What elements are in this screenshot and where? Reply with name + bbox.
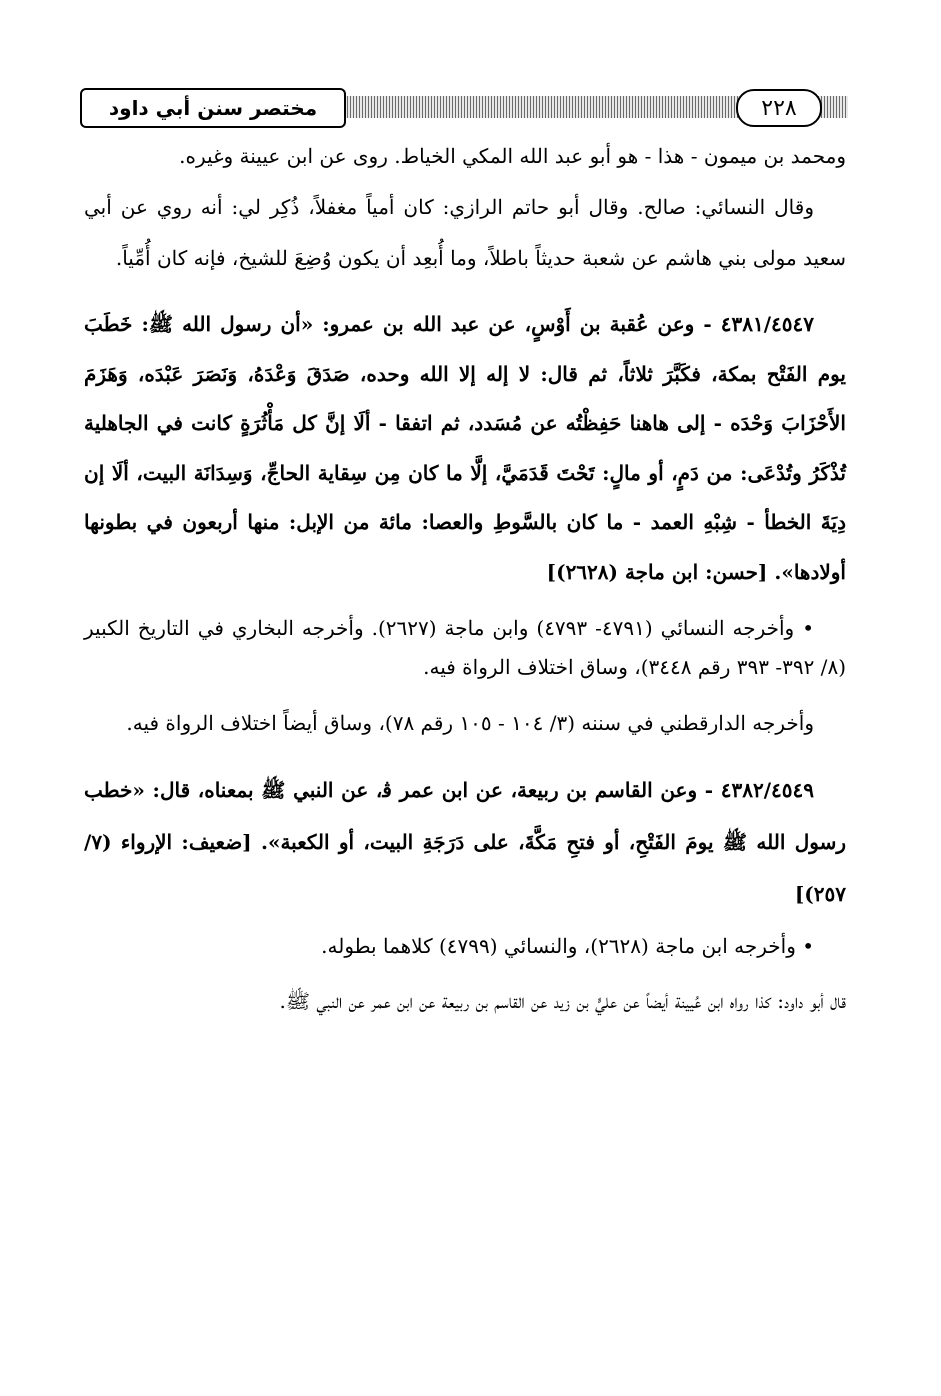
book-title: مختصر سنن أبي داود [80,88,346,128]
daraqutni-note: وأخرجه الدارقطني في سننه (٣/ ١٠٤ - ١٠٥ رقم ٧٨)، وساق أيضاً اختلاف الرواة فيه. [126,711,814,735]
hadith-4549: ٤٣٨٢/٤٥٤٩ - وعن القاسم بن ربيعة، عن ابن عمر ﭬ، عن النبي ﷺ بمعناه، قال: «خطب رسول الله ﷺ يومَ الفَتْحِ، أو فتحِ مَكَّةَ، على دَرَجَةِ البيت، أو الكعبة». [ضعيف: الإرواء (٧/ ٢٥٧)] [84,778,846,906]
abu-dawud-note: قال أبو داود: كذا رواه ابن عُيينة أيضاً عن عليٍّ بن زيد عن القاسم بن ربيعة عن ابن عمر عن النبي ﷺ. [279,989,846,1013]
hadith-4547: ٤٣٨١/٤٥٤٧ - وعن عُقبة بن أَوْسٍ، عن عبد الله بن عمرو: «أن رسول الله ﷺ: خَطَبَ يوم الفَتْح بمكة، فكَبَّرَ ثلاثاً، ثم قال: لا إله إلا الله وحده، صَدَقَ وَعْدَهُ، وَنَصَرَ عَبْدَه، وَهَزَمَ الأَحْزَابَ وَحْدَه - إلى هاهنا حَفِظْتُه عن مُسَدد، ثم اتفقا - ألَا إنَّ كل مَأْثُرَةٍ كانت في الجاهلية تُذْكَرُ وتُدْعَى: من دَمٍ، أو مالٍ: تَحْتَ قَدَمَيَّ، إلَّا ما كان مِن سِقاية الحاجِّ، وَسِدَانَة البيت، ألَا إن دِيَةَ الخطأ - شِبْهِ العمد - ما كان بالسَّوطِ والعصا: مائة من الإبل: منها أربعون في بطونها أولادها». [حسن: ابن ماجة (٢٦٢٨)] [84,312,846,584]
paragraph-narrator-note: ومحمد بن ميمون - هذا - هو أبو عبد الله المكي الخياط. روى عن ابن عيينة وغيره. [179,144,846,168]
page-header [80,86,848,128]
paragraph-nasai-note: وقال النسائي: صالح. وقال أبو حاتم الرازي: كان أمياً مغفلاً، ذُكِر لي: أنه روي عن أبي سعيد مولى بني هاشم عن شعبة حديثاً باطلاً، وما أُبعِد أن يكون وُضِعَ للشيخ، فإنه كان أُمِّياً. [84,195,846,270]
takhrij-4549: • وأخرجه ابن ماجة (٢٦٢٨)، والنسائي (٤٧٩٩) كلاهما بطوله. [321,934,814,958]
takhrij-4547: • وأخرجه النسائي (٤٧٩١- ٤٧٩٣) وابن ماجة (٢٦٢٧). وأخرجه البخاري في التاريخ الكبير (٨/ ٣٩٢- ٣٩٣ رقم ٣٤٤٨)، وساق اختلاف الرواة فيه. [84,616,846,679]
page-number: ٢٢٨ [736,89,822,127]
page-body [84,138,846,1028]
